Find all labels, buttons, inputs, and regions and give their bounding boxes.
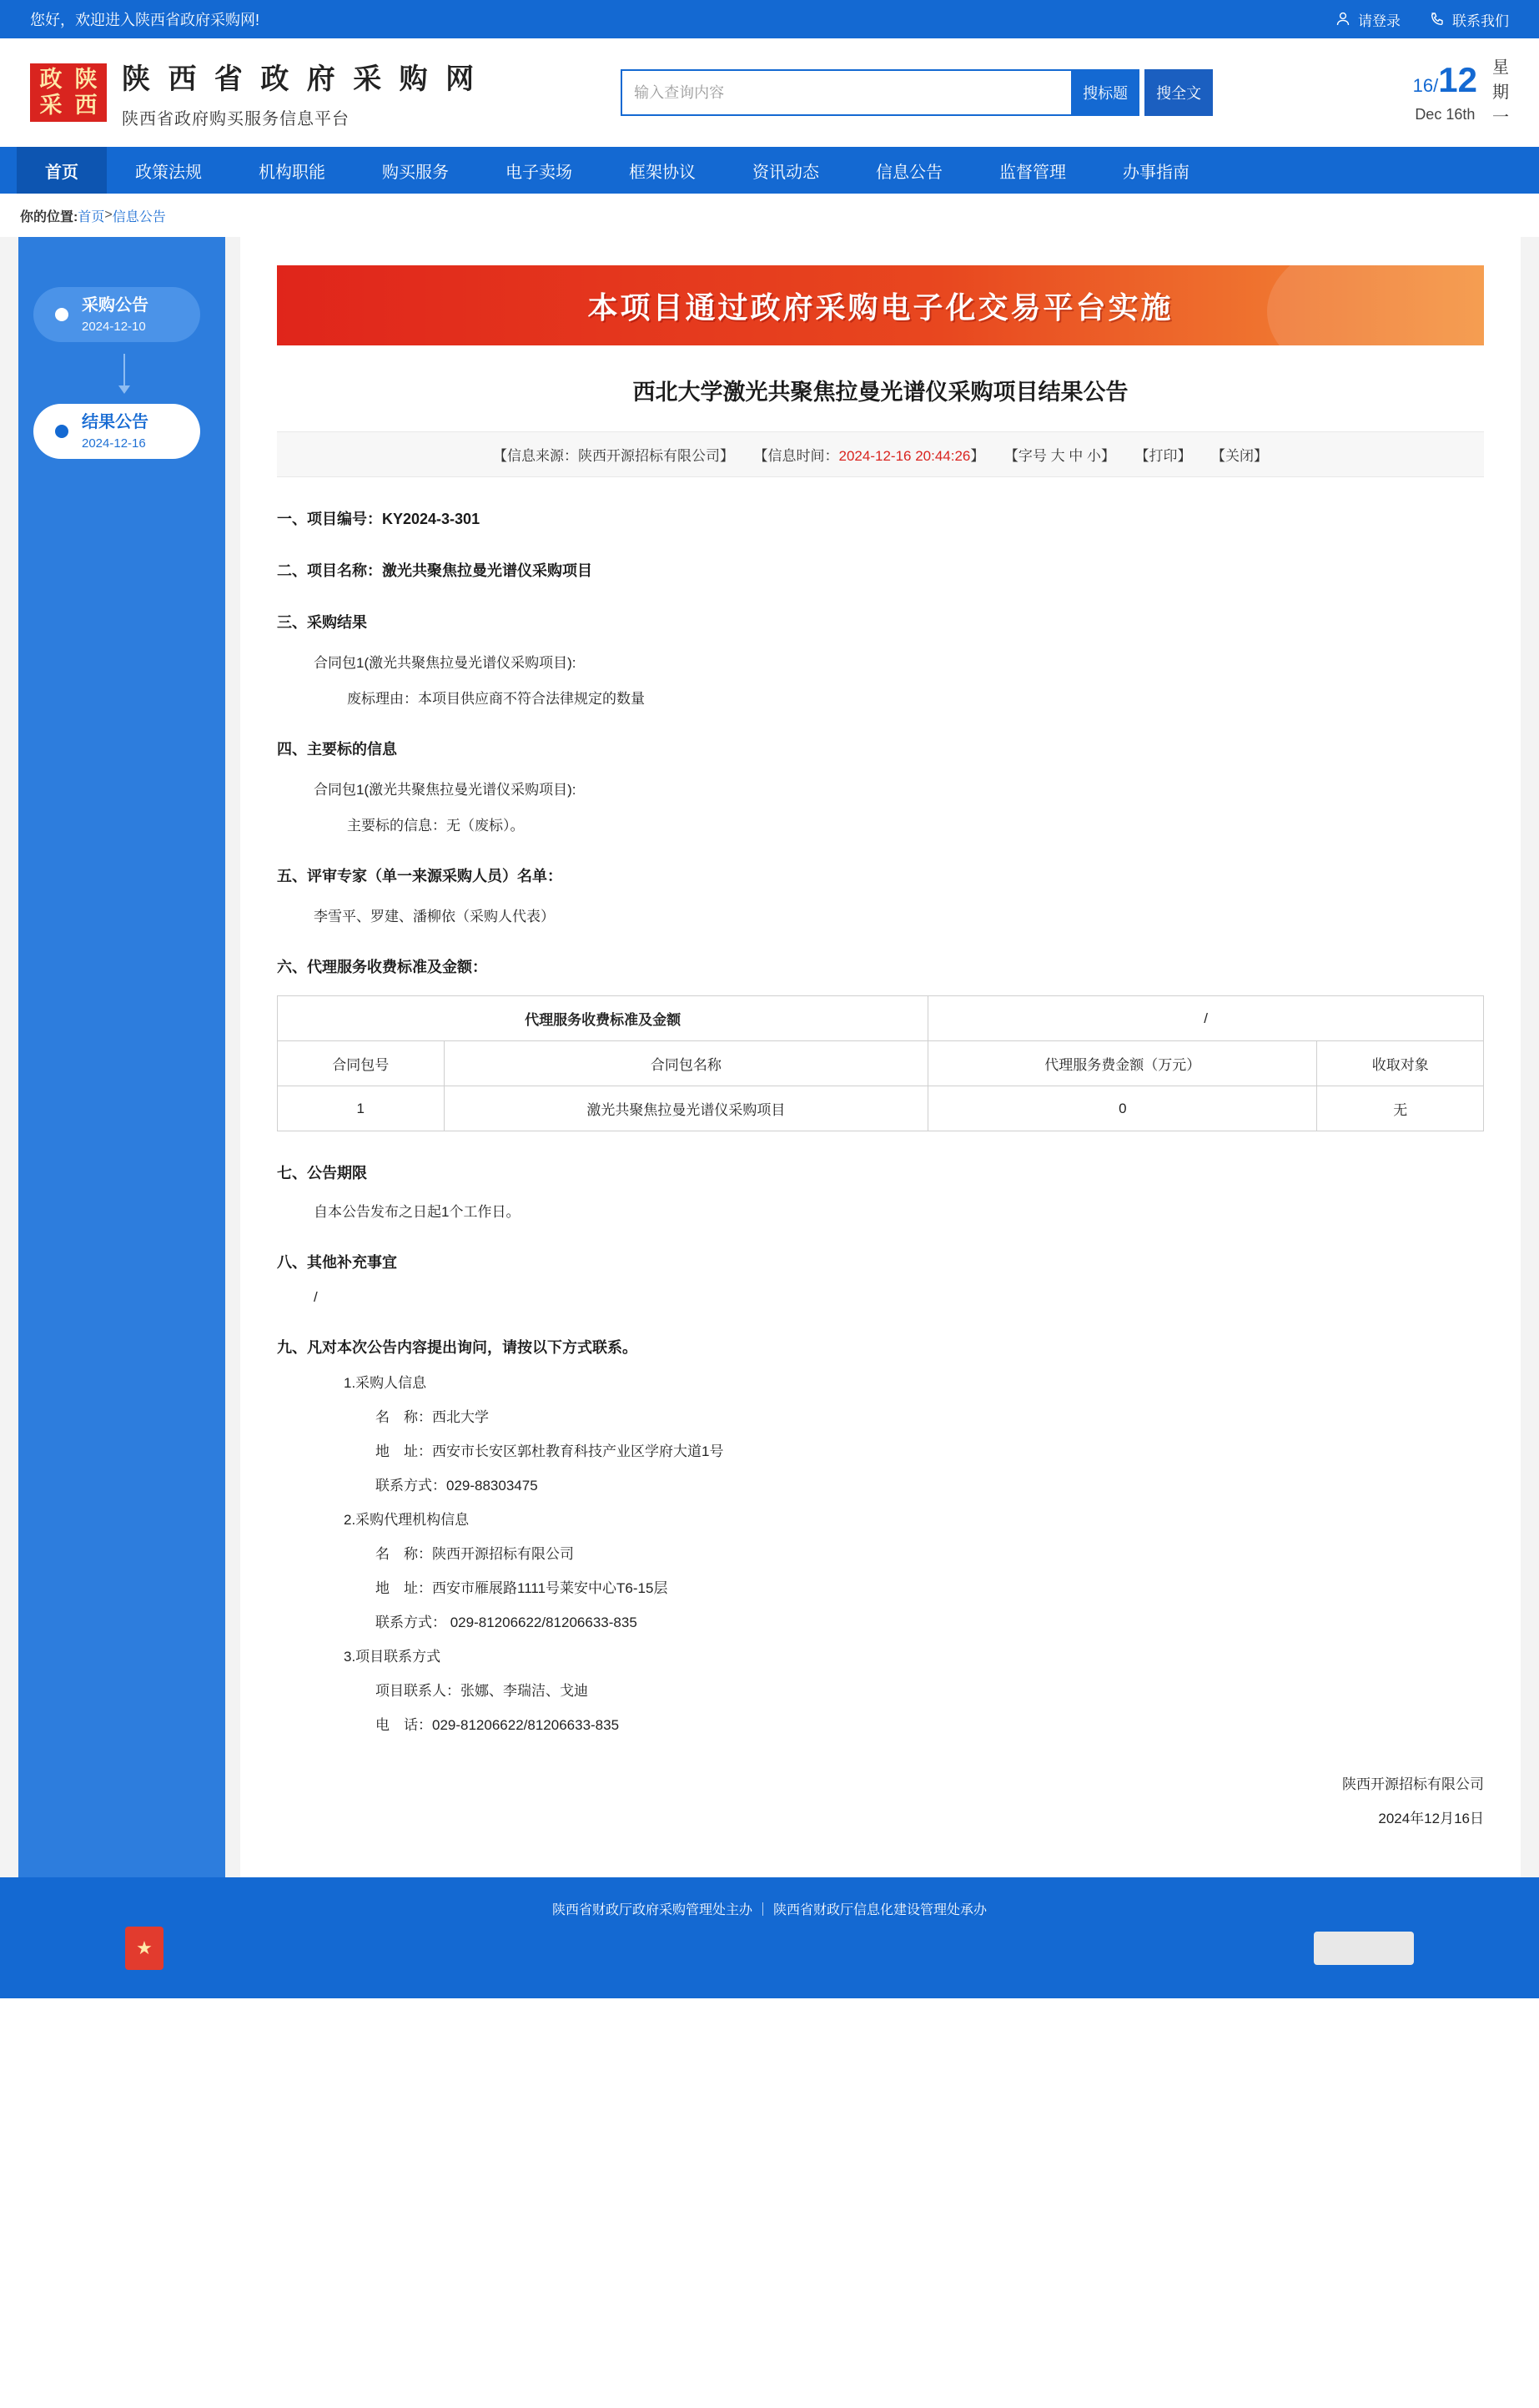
contact-group-2-title: 2.采购代理机构信息 [344,1512,470,1528]
agency-fee-table [277,995,1484,1131]
nav-item-supervision[interactable]: 监督管理 [999,163,1066,182]
subject-package: 合同包1(激光共聚焦拉曼光谱仪采购项目): [314,782,576,798]
nav-item-home[interactable]: 首页 [17,147,107,194]
project-contact-tel: 电 话：029-81206622/81206633-835 [375,1717,620,1733]
platform-banner [277,265,1484,345]
cell-fee-amount: 0 [928,1086,1317,1131]
document-meta-bar [277,431,1484,477]
logo-char-2: 陕 [74,67,98,92]
meta-time-label: 【信息时间： [753,448,839,464]
purchaser-tel: 联系方式：029-88303475 [375,1478,538,1494]
main-navigation [0,147,1539,194]
table-row [278,996,1484,1041]
document-content [240,237,1521,1877]
step-connector-arrow-icon [123,354,125,392]
section-heading-other: 八、其他补充事宜 [277,1254,397,1271]
print-button[interactable]: 【打印】 [1134,448,1192,464]
site-footer [0,1877,1539,1998]
logo-char-3: 采 [39,93,63,118]
cell-payer: 无 [1317,1086,1484,1131]
step-title: 结果公告 [82,413,148,431]
breadcrumb [0,194,1539,237]
site-logo[interactable] [30,56,479,129]
section-heading-subject-info: 四、主要标的信息 [277,741,397,758]
weekday-label [1492,55,1509,130]
nav-item-guide[interactable]: 办事指南 [1123,163,1189,182]
step-title: 采购公告 [82,296,148,315]
nav-item-framework[interactable]: 框架协议 [629,163,696,182]
subject-info: 主要标的信息：无（废标）。 [347,818,525,834]
logo-mark-icon [30,63,107,122]
meta-source-end: 】 [720,448,735,464]
date-english: Dec 16th [1415,105,1476,123]
weekday-char-1: 星 [1492,58,1509,77]
experts-list: 李雪平、罗建、潘柳依（采购人代表） [314,909,555,924]
nav-item-announcements[interactable]: 信息公告 [876,163,943,182]
section-heading-agency-fee: 六、代理服务收费标准及金额： [277,959,487,975]
step-date: 2024-12-16 [82,436,146,451]
page-title: 西北大学激光共聚焦拉曼光谱仪采购项目结果公告 [632,380,1129,405]
cell-package-name: 激光共聚焦拉曼光谱仪采购项目 [444,1086,928,1131]
breadcrumb-current[interactable]: 信息公告 [112,209,166,224]
sidebar-step-procurement-notice[interactable] [33,287,200,342]
signature-block [277,1772,1484,1827]
result-reason: 废标理由：本项目供应商不符合法律规定的数量 [347,691,645,707]
search-bar [621,69,1213,116]
credential-badge-icon [1314,1932,1414,1965]
breadcrumb-label: 你的位置: [20,209,78,224]
section-heading-experts: 五、评审专家（单一来源采购人员）名单： [277,868,562,884]
purchaser-name: 名 称：西北大学 [375,1409,489,1425]
close-button[interactable]: 【关闭】 [1210,448,1268,464]
login-label: 请登录 [1358,13,1401,29]
logo-char-1: 政 [39,67,63,92]
table-row [278,1086,1484,1131]
step-date: 2024-12-10 [82,320,146,334]
agency-name: 名 称：陕西开源招标有限公司 [375,1546,574,1562]
section-heading-notice-period: 七、公告期限 [277,1165,367,1181]
breadcrumb-separator: > [104,208,113,222]
top-utility-bar [0,0,1539,38]
nav-item-purchase-service[interactable]: 购买服务 [382,163,449,182]
agency-address: 地 址：西安市雁展路1111号莱安中心T6-15层 [375,1580,668,1596]
banner-text: 本项目通过政府采购电子化交易平台实施 [587,290,1174,325]
nav-item-functions[interactable]: 机构职能 [259,163,325,182]
col-package-no: 合同包号 [278,1041,445,1086]
page-body [0,237,1539,1877]
date-widget [1413,55,1509,130]
signature-date: 2024年12月16日 [1378,1811,1484,1826]
progress-sidebar [18,237,225,1877]
meta-source-label: 【信息来源： [493,448,579,464]
date-numeric: 16/12 [1412,59,1477,99]
purchaser-address: 地 址：西安市长安区郭杜教育科技产业区学府大道1号 [375,1443,724,1459]
contact-label: 联系我们 [1452,13,1509,29]
result-package: 合同包1(激光共聚焦拉曼光谱仪采购项目): [314,655,576,671]
login-link[interactable] [1335,9,1401,30]
step-dot-icon [55,308,68,321]
meta-source: 陕西开源招标有限公司 [578,448,721,464]
fee-title-right: / [928,996,1484,1041]
site-header [0,38,1539,147]
meta-time-end: 】 [970,448,985,464]
col-package-name: 合同包名称 [444,1041,928,1086]
contact-group-1-title: 1.采购人信息 [344,1375,427,1391]
col-payer: 收取对象 [1317,1041,1484,1086]
footer-badges [0,1923,1539,1973]
section-heading-result: 三、采购结果 [277,614,367,631]
meta-time: 2024-12-16 20:44:26 [838,448,971,464]
search-input[interactable] [621,69,1071,116]
sidebar-step-result-notice[interactable] [33,404,200,459]
project-contact-person: 项目联系人：张娜、李瑞洁、戈迪 [375,1683,588,1699]
site-name: 陕 西 省 政 府 采 购 网 [122,63,480,95]
nav-item-emall[interactable]: 电子卖场 [505,163,572,182]
date-day: 16 [1412,74,1434,96]
search-fulltext-button[interactable]: 搜全文 [1144,69,1213,116]
section-heading-contacts: 九、凡对本次公告内容提出询问，请按以下方式联系。 [277,1339,637,1356]
notice-period-text: 自本公告发布之日起1个工作日。 [314,1204,521,1220]
fee-title-left: 代理服务收费标准及金额 [278,996,928,1041]
contact-link[interactable] [1429,9,1509,30]
cell-package-no: 1 [278,1086,445,1131]
welcome-text: 您好，欢迎进入陕西省政府采购网! [30,12,259,28]
nav-item-news[interactable]: 资讯动态 [752,163,819,182]
breadcrumb-home[interactable]: 首页 [78,209,105,224]
step-dot-icon [55,425,68,438]
nav-item-policy[interactable]: 政策法规 [135,163,202,182]
date-month: 12 [1438,59,1477,99]
section-heading-project-number: 一、项目编号：KY2024-3-301 [277,511,480,527]
table-header-row [278,1041,1484,1086]
weekday-char-2: 期 [1492,83,1509,102]
logo-char-4: 西 [74,93,98,118]
user-icon [1335,11,1351,28]
other-text: / [314,1289,318,1305]
col-fee-amount: 代理服务费金额（万元） [928,1041,1317,1086]
footer-text: 陕西省财政厅政府采购管理处主办 ｜ 陕西省财政厅信息化建设管理处承办 [552,1903,987,1917]
contact-group-3-title: 3.项目联系方式 [344,1649,441,1665]
site-subtitle: 陕西省政府购买服务信息平台 [122,110,350,128]
agency-tel: 联系方式： 029-81206622/81206633-835 [375,1615,637,1630]
signature-organization: 陕西开源招标有限公司 [1342,1776,1484,1792]
font-size-control[interactable]: 【字号 大 中 小】 [1003,448,1116,464]
police-badge-icon: ★ [125,1927,163,1970]
search-title-button[interactable]: 搜标题 [1071,69,1139,116]
weekday-char-3: 一 [1492,108,1509,127]
phone-icon [1429,11,1446,28]
section-heading-project-name: 二、项目名称：激光共聚焦拉曼光谱仪采购项目 [277,562,592,579]
